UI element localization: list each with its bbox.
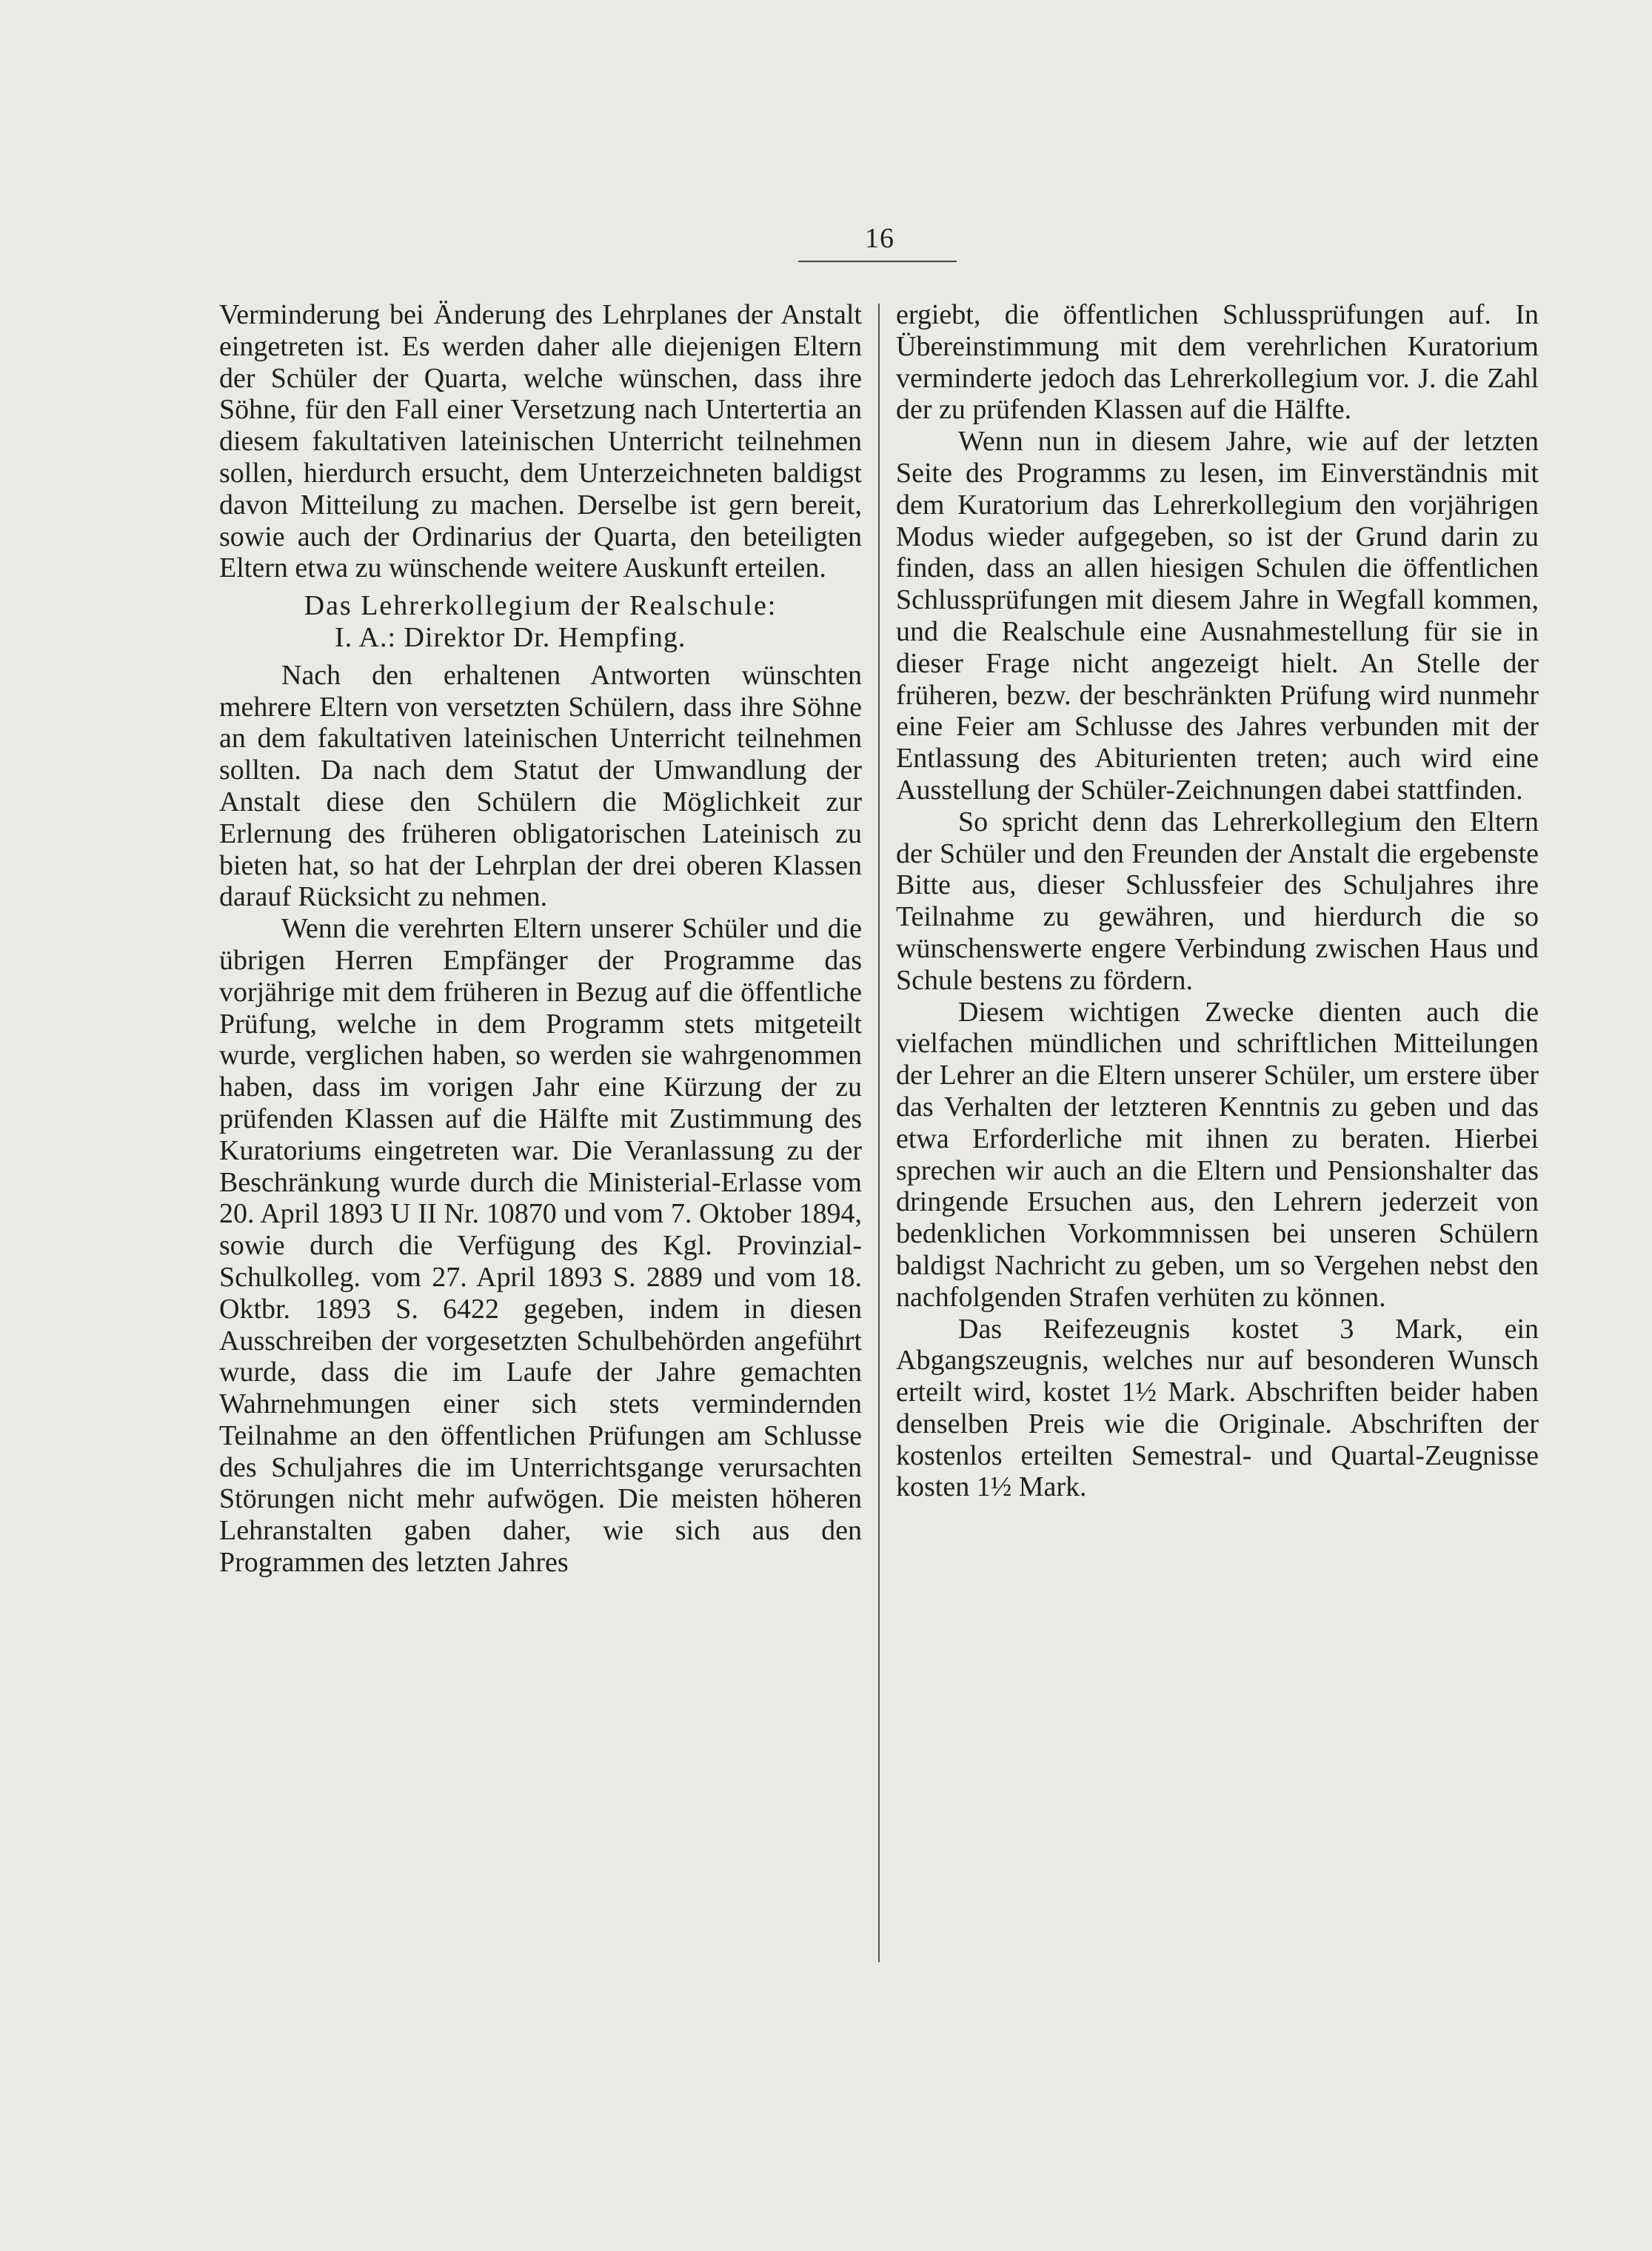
- column-divider: [878, 304, 880, 1962]
- right-paragraph-5: Das Reifezeugnis kostet 3 Mark, ein Abgangszeugnis, welches nur auf besonderen Wunsch erteilt wird, kostet 1½ Mark. Abschriften beider haben denselben Preis wie die Originale. Abschriften der kostenlos erteilten Semestral- und Quartal-Zeugnisse kosten 1½ Mark.: [896, 1313, 1539, 1503]
- left-paragraph-1: Verminderung bei Änderung des Lehrplanes der Anstalt eingetreten ist. Es werden daher alle diejenigen Eltern der Schüler der Quarta, welche wünschen, dass ihre Söhne, für den Fall einer Versetzung nach Untertertia an diesem fakultativen lateinischen Unterricht teilnehmen sollen, hierdurch ersucht, dem Unterzeichneten baldigst davon Mitteilung zu machen. Derselbe ist gern bereit, sowie auch der Ordinarius der Quarta, den beteiligten Eltern etwa zu wünschende weitere Auskunft erteilen.: [219, 299, 862, 584]
- left-paragraph-3: Wenn die verehrten Eltern unserer Schüler und die übrigen Herren Empfänger der Programme das vorjährige mit dem früheren in Bezug auf die öffentliche Prüfung, welche in dem Programm stets mitgeteilt wurde, verglichen haben, so werden sie wahrgenommen haben, dass im vorigen Jahr eine Kürzung der zu prüfenden Klassen auf die Hälfte mit Zustimmung des Kuratoriums eingetreten war. Die Veranlassung zu der Beschränkung wurde durch die Ministerial-Erlasse vom 20. April 1893 U II Nr. 10870 und vom 7. Oktober 1894, sowie durch die Verfügung des Kgl. Provinzial-Schulkolleg. vom 27. April 1893 S. 2889 und vom 18. Oktbr. 1893 S. 6422 gegeben, indem in diesen Ausschreiben der vorgesetzten Schulbehörden angeführt wurde, dass die im Laufe der Jahre gemachten Wahrnehmungen einer sich stets vermindernden Teilnahme an den öffentlichen Prüfungen am Schlusse des Schuljahres die im Unterrichtsgange verursachten Störungen nicht mehr aufwögen. Die meisten höheren Lehranstalten gaben daher, wie sich aus den Programmen des letzten Jahres: [219, 913, 862, 1579]
- right-paragraph-3: So spricht denn das Lehrerkollegium den Eltern der Schüler und den Freunden der Anstalt die ergebenste Bitte aus, dieser Schlussfeier des Schuljahres ihre Teilnahme zu gewähren, und hierdurch die so wünschenswerte engere Verbindung zwischen Haus und Schule bestens zu fördern.: [896, 806, 1539, 996]
- signature-line-2: I. A.: Direktor Dr. Hempfing.: [335, 621, 686, 653]
- signature-line-1: Das Lehrerkollegium der Realschule:: [304, 590, 777, 622]
- header-rule: [798, 261, 957, 262]
- right-paragraph-2: Wenn nun in diesem Jahre, wie auf der letzten Seite des Programms zu lesen, im Einverständnis mit dem Kuratorium das Lehrerkollegium den vorjährigen Modus wieder aufgegeben, so ist der Grund darin zu finden, dass an allen hiesigen Schulen die öffentlichen Schlussprüfungen mit diesem Jahre in Wegfall kommen, und die Realschule eine Ausnahmestellung für sie in dieser Frage nicht angezeigt hielt. An Stelle der früheren, bezw. der beschränkten Prüfung wird nunmehr eine Feier am Schlusse des Jahres verbunden mit der Entlassung des Abiturienten treten; auch wird eine Ausstellung der Schüler-Zeichnungen dabei stattfinden.: [896, 426, 1539, 806]
- left-column: [219, 299, 862, 1579]
- right-column: [896, 299, 1539, 1503]
- page-number: 16: [865, 223, 894, 254]
- left-paragraph-2: Nach den erhaltenen Antworten wünschten mehrere Eltern von versetzten Schülern, dass ihre Söhne an dem fakultativen lateinischen Unterricht teilnehmen sollten. Da nach dem Statut der Umwandlung der Anstalt diese den Schülern die Möglichkeit zur Erlernung des früheren obligatorischen Lateinisch zu bieten hat, so hat der Lehrplan der drei oberen Klassen darauf Rücksicht zu nehmen.: [219, 659, 862, 913]
- right-paragraph-1: ergiebt, die öffentlichen Schlussprüfungen auf. In Übereinstimmung mit dem verehrlichen Kuratorium verminderte jedoch das Lehrerkollegium vor. J. die Zahl der zu prüfenden Klassen auf die Hälfte.: [896, 299, 1539, 426]
- right-paragraph-4: Diesem wichtigen Zwecke dienten auch die vielfachen mündlichen und schriftlichen Mitteilungen der Lehrer an die Eltern unserer Schüler, um erstere über das Verhalten der letzteren Kenntnis zu geben und das etwa Erforderliche mit ihnen zu beraten. Hierbei sprechen wir auch an die Eltern und Pensionshalter das dringende Ersuchen aus, den Lehrern jederzeit von bedenklichen Vorkommnissen bei unseren Schülern baldigst Nachricht zu geben, um so Vergehen nebst den nachfolgenden Strafen verhüten zu können.: [896, 996, 1539, 1313]
